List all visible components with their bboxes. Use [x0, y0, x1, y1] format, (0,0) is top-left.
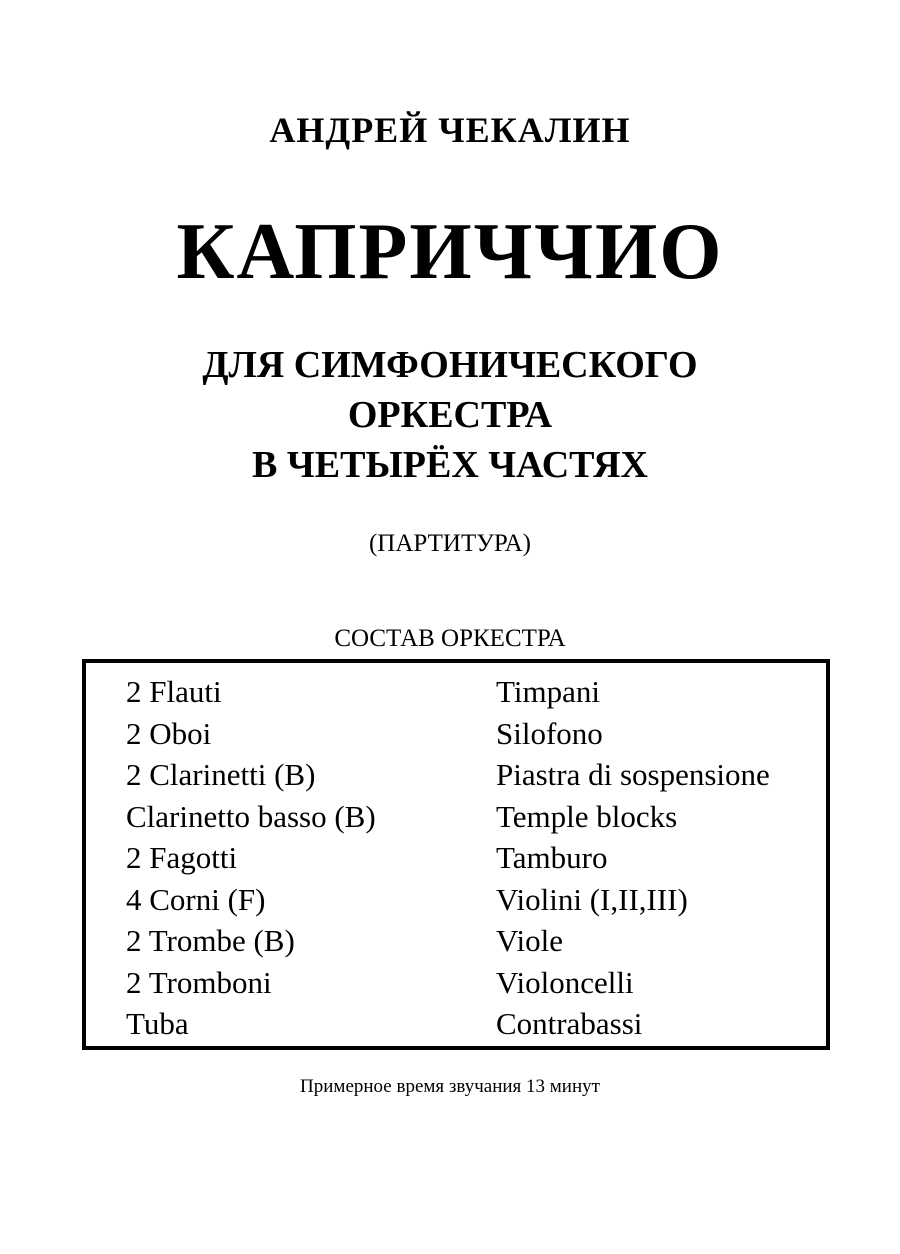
orchestra-instrument-box [82, 659, 830, 1050]
orchestra-heading: СОСТАВ ОРКЕСТРА [334, 625, 566, 652]
instrument-item: 2 Oboi [126, 715, 212, 751]
instrument-item: 2 Trombe (B) [126, 923, 295, 958]
instrument-list-right [496, 671, 770, 1045]
instrument-item: Silofono [496, 715, 603, 751]
subtitle-line: ОРКЕСТРА [347, 394, 553, 436]
instrument-list-left [126, 671, 376, 1045]
work-title: КАПРИЧЧИО [176, 208, 724, 296]
instrument-item: 4 Corni (F) [126, 881, 266, 917]
instrument-item: Tamburo [496, 840, 608, 875]
subtitle-line: В ЧЕТЫРЁХ ЧАСТЯХ [252, 444, 648, 486]
composer-name: АНДРЕЙ ЧЕКАЛИН [269, 110, 631, 150]
subtitle-line: ДЛЯ СИМФОНИЧЕСКОГО [202, 344, 698, 386]
instrument-item: 2 Clarinetti (B) [126, 757, 316, 792]
instrument-item: Clarinetto basso (B) [126, 798, 376, 834]
score-type: (ПАРТИТУРА) [368, 530, 532, 557]
performance-duration: Примерное время звучания 13 минут [300, 1076, 600, 1097]
instrument-item: Violoncelli [496, 964, 634, 1000]
instrument-item: Tuba [126, 1006, 189, 1041]
work-subtitle [0, 340, 900, 490]
instrument-item: Timpani [496, 674, 600, 709]
instrument-item: 2 Tromboni [126, 964, 272, 1000]
instrument-item: 2 Fagotti [126, 840, 238, 875]
instrument-item: Viole [496, 923, 564, 958]
instrument-item: Piastra di sospensione [496, 757, 770, 792]
instrument-item: Violini (I,II,III) [496, 881, 688, 917]
instrument-item: Contrabassi [496, 1006, 643, 1041]
instrument-item: 2 Flauti [126, 674, 222, 709]
instrument-item: Temple blocks [496, 798, 678, 834]
